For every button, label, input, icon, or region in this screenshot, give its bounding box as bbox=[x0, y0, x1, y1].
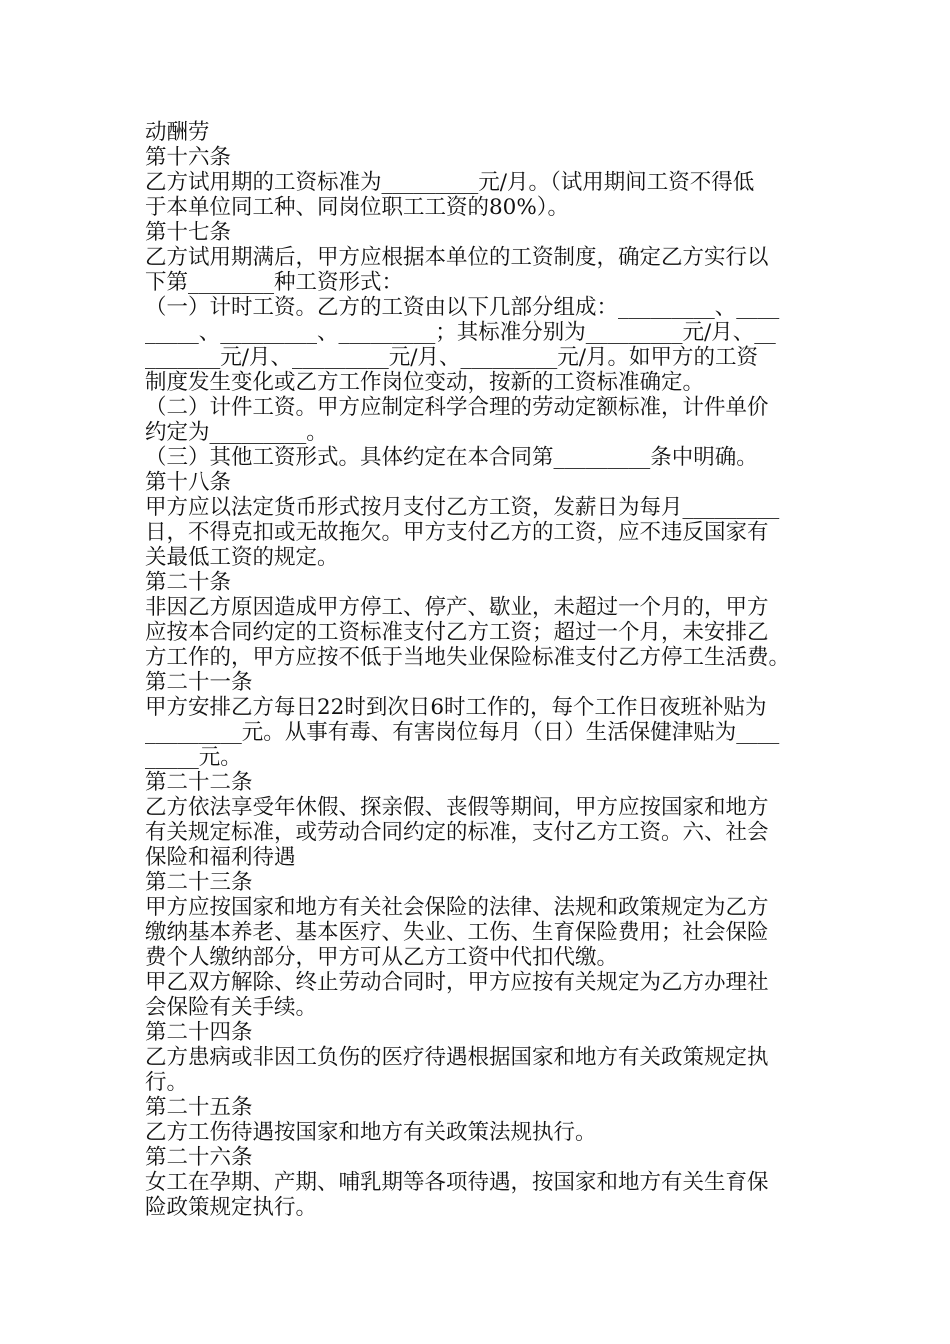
article-heading: 第十七条 bbox=[145, 220, 232, 245]
article-heading: 第二十二条 bbox=[145, 770, 253, 795]
article-heading: 第十六条 bbox=[145, 145, 232, 170]
text-line: 动酬劳 bbox=[145, 120, 210, 145]
text-line: （三）其他工资形式。具体约定在本合同第_________条中明确。 bbox=[145, 445, 758, 470]
text-line: 甲乙双方解除、终止劳动合同时，甲方应按有关规定为乙方办理社 bbox=[145, 970, 769, 995]
article-heading: 第二十六条 bbox=[145, 1145, 253, 1170]
text-line: 非因乙方原因造成甲方停工、停产、歇业，未超过一个月的，甲方 bbox=[145, 595, 769, 620]
text-line: 乙方患病或非因工负伤的医疗待遇根据国家和地方有关政策规定执 bbox=[145, 1045, 769, 1070]
text-line: 下第________种工资形式： bbox=[145, 270, 404, 295]
text-line: 缴纳基本养老、基本医疗、失业、工伤、生育保险费用；社会保险 bbox=[145, 920, 769, 945]
text-line: （一）计时工资。乙方的工资由以下几部分组成：_________、____ bbox=[145, 295, 780, 320]
text-line: _______元/月、_________元/月、_________元/月。如甲方的工资 bbox=[145, 345, 758, 370]
text-line: 女工在孕期、产期、哺乳期等各项待遇，按国家和地方有关生育保 bbox=[145, 1170, 769, 1195]
article-heading: 第二十五条 bbox=[145, 1095, 253, 1120]
text-line: 约定为_________。 bbox=[145, 420, 328, 445]
text-line: 甲方应按国家和地方有关社会保险的法律、法规和政策规定为乙方 bbox=[145, 895, 769, 920]
text-line: 会保险有关手续。 bbox=[145, 995, 318, 1020]
text-line: _____元。 bbox=[145, 745, 242, 770]
text-line: 日，不得克扣或无故拖欠。甲方支付乙方的工资，应不违反国家有 bbox=[145, 520, 769, 545]
text-line: 保险和福利待遇 bbox=[145, 845, 296, 870]
text-line: 乙方试用期满后，甲方应根据本单位的工资制度，确定乙方实行以 bbox=[145, 245, 769, 270]
text-line: 乙方试用期的工资标准为_________元/月。（试用期间工资不得低 bbox=[145, 170, 755, 195]
text-line: 乙方依法享受年休假、探亲假、丧假等期间，甲方应按国家和地方 bbox=[145, 795, 769, 820]
text-line: 制度发生变化或乙方工作岗位变动，按新的工资标准确定。 bbox=[145, 370, 705, 395]
text-line: 有关规定标准，或劳动合同约定的标准，支付乙方工资。六、社会 bbox=[145, 820, 769, 845]
text-line: 关最低工资的规定。 bbox=[145, 545, 339, 570]
text-line: 甲方安排乙方每日22时到次日6时工作的，每个工作日夜班补贴为 bbox=[145, 695, 767, 720]
text-line: （二）计件工资。甲方应制定科学合理的劳动定额标准，计件单价 bbox=[145, 395, 769, 420]
text-line: 费个人缴纳部分，甲方可从乙方工资中代扣代缴。 bbox=[145, 945, 619, 970]
document-body bbox=[145, 120, 810, 1220]
article-heading: 第二十条 bbox=[145, 570, 232, 595]
text-line: 于本单位同工种、同岗位职工工资的80%）。 bbox=[145, 195, 570, 220]
text-line: 甲方应以法定货币形式按月支付乙方工资，发薪日为每月_________ bbox=[145, 495, 780, 520]
text-line: _____、_________、_________；其标准分别为_________元/月、__ bbox=[145, 320, 776, 345]
article-heading: 第二十四条 bbox=[145, 1020, 253, 1045]
article-heading: 第二十一条 bbox=[145, 670, 253, 695]
article-heading: 第二十三条 bbox=[145, 870, 253, 895]
text-line: _________元。从事有毒、有害岗位每月（日）生活保健津贴为____ bbox=[145, 720, 780, 745]
text-line: 乙方工伤待遇按国家和地方有关政策法规执行。 bbox=[145, 1120, 597, 1145]
text-line: 方工作的，甲方应按不低于当地失业保险标准支付乙方停工生活费。 bbox=[145, 645, 791, 670]
article-heading: 第十八条 bbox=[145, 470, 232, 495]
text-line: 险政策规定执行。 bbox=[145, 1195, 318, 1220]
text-line: 应按本合同约定的工资标准支付乙方工资；超过一个月，未安排乙 bbox=[145, 620, 769, 645]
text-line: 行。 bbox=[145, 1070, 189, 1095]
